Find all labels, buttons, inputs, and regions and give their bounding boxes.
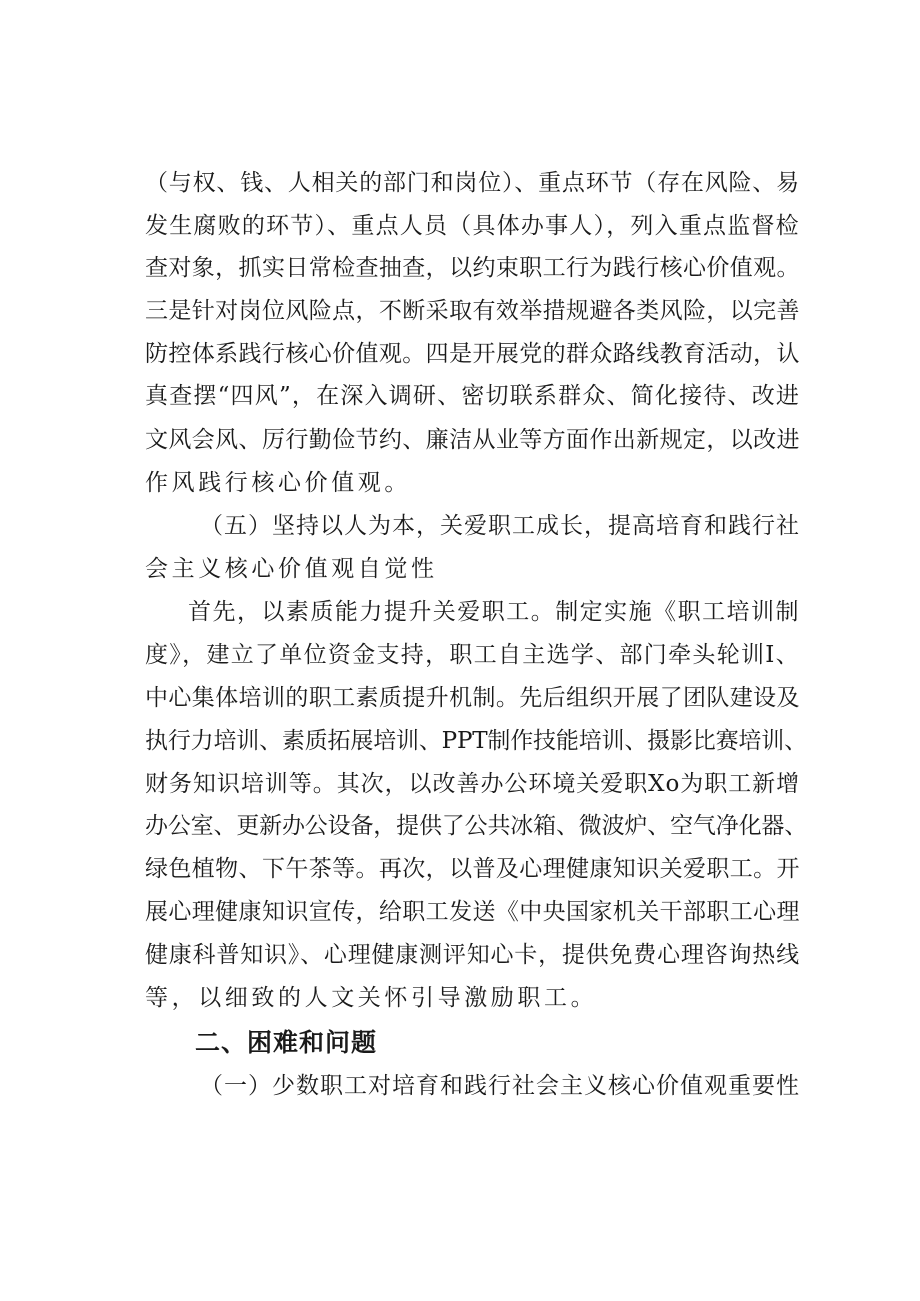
body-text-line: 中心集体培训的职工素质提升机制。先后组织开展了团队建设及 — [145, 685, 800, 711]
body-text-line: 绿色植物、下午茶等。再次，以普及心理健康知识关爱职工。开 — [145, 856, 800, 882]
body-text-line: 等，以细致的人文关怀引导激励职工。 — [145, 985, 598, 1011]
body-text-line: 真查摆“四风”，在深入调研、密切联系群众、简化接待、改进 — [145, 383, 801, 409]
body-text-line: 度》，建立了单位资金支持，职工自主选学、部门牵头轮训I、 — [145, 642, 800, 668]
body-text-line: 查对象，抓实日常检查抽查，以约束职工行为践行核心价值观。 — [145, 255, 800, 281]
body-text-line: 健康科普知识》、心理健康测评知心卡，提供免费心理咨询热线 — [145, 942, 800, 968]
body-text-line: 防控体系践行核心价值观。四是开展党的群众路线教育活动，认 — [145, 341, 800, 367]
body-text-line: 首先，以素质能力提升关爱职工。制定实施《职工培训制 — [188, 599, 800, 625]
section-subheading-cont: 会主义核心价值观自觉性 — [145, 556, 438, 582]
section-subheading: （一）少数职工对培育和践行社会主义核心价值观重要性 — [200, 1073, 800, 1099]
body-text-line: 文风会风、厉行勤俭节约、廉洁从业等方面作出新规定，以改进 — [145, 427, 800, 453]
section-subheading: （五）坚持以人为本，关爱职工成长，提高培育和践行社 — [200, 513, 800, 539]
body-text-line: 财务知识培训等。其次，以改善办公环境关爱职Xo为职工新增 — [145, 771, 801, 797]
body-text-line: （与权、钱、人相关的部门和岗位）、重点环节（存在风险、易 — [145, 170, 800, 196]
body-text-line: 三是针对岗位风险点，不断采取有效举措规避各类风险，以完善 — [145, 298, 800, 324]
body-text-line: 展心理健康知识宣传，给职工发送《中央国家机关干部职工心理 — [145, 899, 800, 925]
body-text-line: 执行力培训、素质拓展培训、PPT制作技能培训、摄影比赛培训、 — [145, 728, 807, 754]
body-text-line: 发生腐败的环节）、重点人员（具体办事人），列入重点监督检 — [145, 213, 800, 239]
body-text-line: 作风践行核心价值观。 — [145, 470, 411, 496]
body-text-line: 办公室、更新办公设备，提供了公共冰箱、微波炉、空气净化器、 — [145, 813, 808, 839]
section-heading: 二、困难和问题 — [195, 1028, 378, 1057]
